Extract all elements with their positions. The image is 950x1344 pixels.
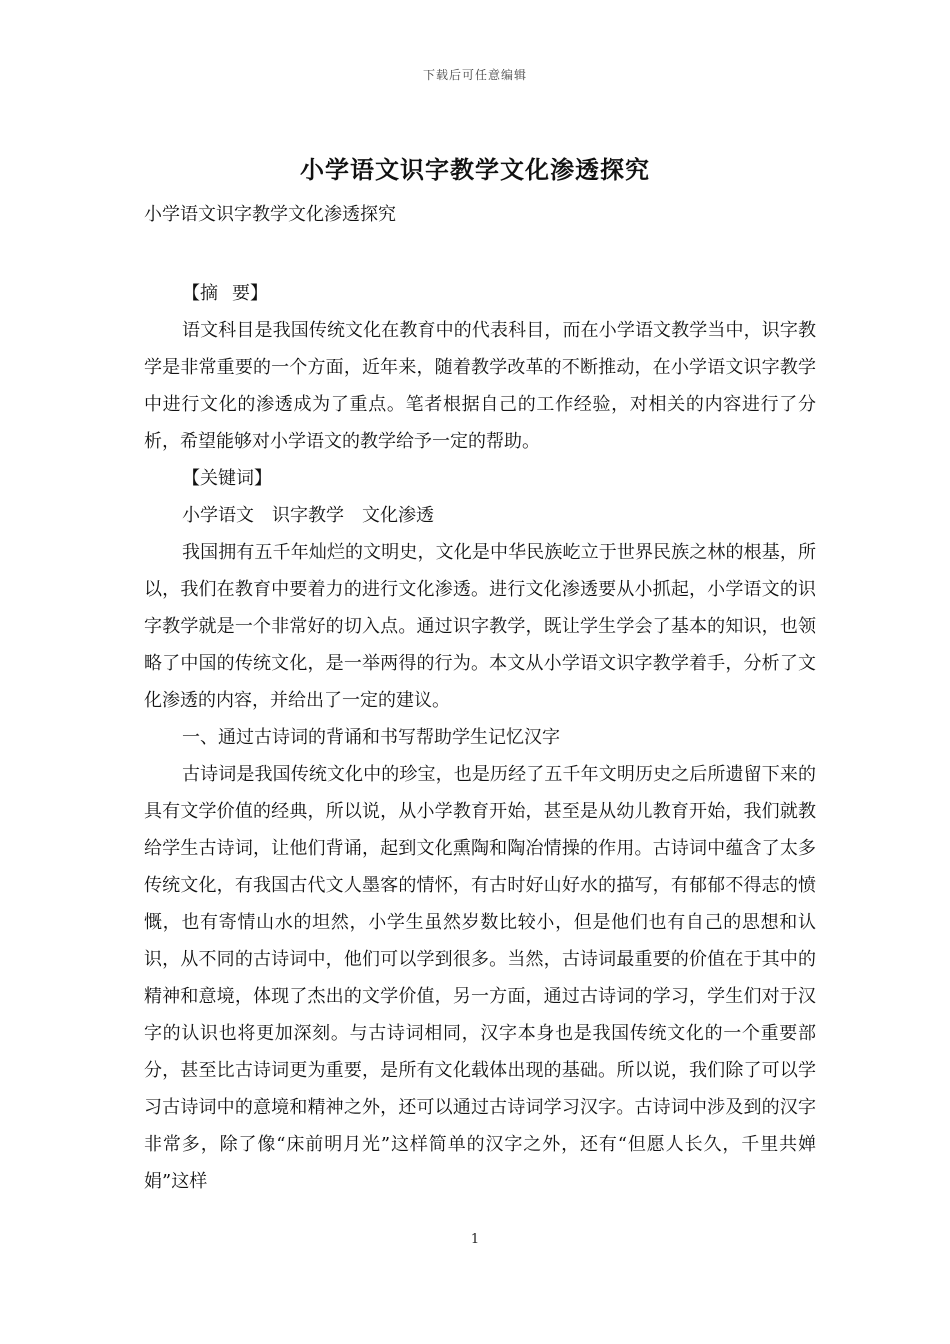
keyword: 小学语文 <box>182 505 254 526</box>
section-paragraph: 古诗词是我国传统文化中的珍宝，也是历经了五千年文明历史之后所遗留下来的具有文学价值的经典，所以说，从小学教育开始，甚至是从幼儿教育开始，我们就教给学生古诗词，让他们背诵，起到文化熏陶和陶冶情操的作用。古诗词中蕴含了太多传统文化，有我国古代文人墨客的情怀，有古时好山好水的描写，有郁郁不得志的愤慨，也有寄情山水的坦然，小学生虽然岁数比较小，但是他们也有自己的思想和认识，从不同的古诗词中，他们可以学到很多。当然，古诗词最重要的价值在于其中的精神和意境，体现了杰出的文学价值，另一方面，通过古诗词的学习，学生们对于汉字的认识也将更加深刻。与古诗词相同，汉字本身也是我国传统文化的一个重要部分，甚至比古诗词更为重要，是所有文化载体出现的基础。所以说，我们除了可以学习古诗词中的意境和精神之外，还可以通过古诗词学习汉字。古诗词中涉及到的汉字非常多，除了像“床前明月光”这样简单的汉字之外，还有“但愿人长久，千里共婵娟”这样 <box>144 764 816 1192</box>
keyword: 文化渗透 <box>362 505 434 526</box>
abstract-paragraph: 语文科目是我国传统文化在教育中的代表科目，而在小学语文教学当中，识字教学是非常重要的一个方面，近年来，随着教学改革的不断推动，在小学语文识字教学中进行文化的渗透成为了重点。笔者根据自己的工作经验，对相关的内容进行了分析，希望能够对小学语文的教学给予一定的帮助。 <box>144 320 816 452</box>
keywords-label: 【关键词】 <box>182 468 272 489</box>
section-heading: 一、通过古诗词的背诵和书写帮助学生记忆汉字 <box>182 727 560 748</box>
abstract-label-open: 【摘 <box>182 283 218 304</box>
abstract-label-close: 要】 <box>232 283 268 304</box>
document-subtitle: 小学语文识字教学文化渗透探究 <box>144 204 396 225</box>
document-title: 小学语文识字教学文化渗透探究 <box>300 155 650 184</box>
abstract-label <box>144 275 816 312</box>
keywords-list <box>144 497 816 534</box>
page-number: 1 <box>470 1232 480 1247</box>
page-header-note: 下载后可任意编辑 <box>422 68 527 82</box>
keyword: 识字教学 <box>272 505 344 526</box>
document-body <box>144 275 816 1200</box>
intro-paragraph: 我国拥有五千年灿烂的文明史，文化是中华民族屹立于世界民族之林的根基，所以，我们在教育中要着力的进行文化渗透。进行文化渗透要从小抓起，小学语文的识字教学就是一个非常好的切入点。通过识字教学，既让学生学会了基本的知识，也领略了中国的传统文化，是一举两得的行为。本文从小学语文识字教学着手，分析了文化渗透的内容，并给出了一定的建议。 <box>144 542 816 711</box>
